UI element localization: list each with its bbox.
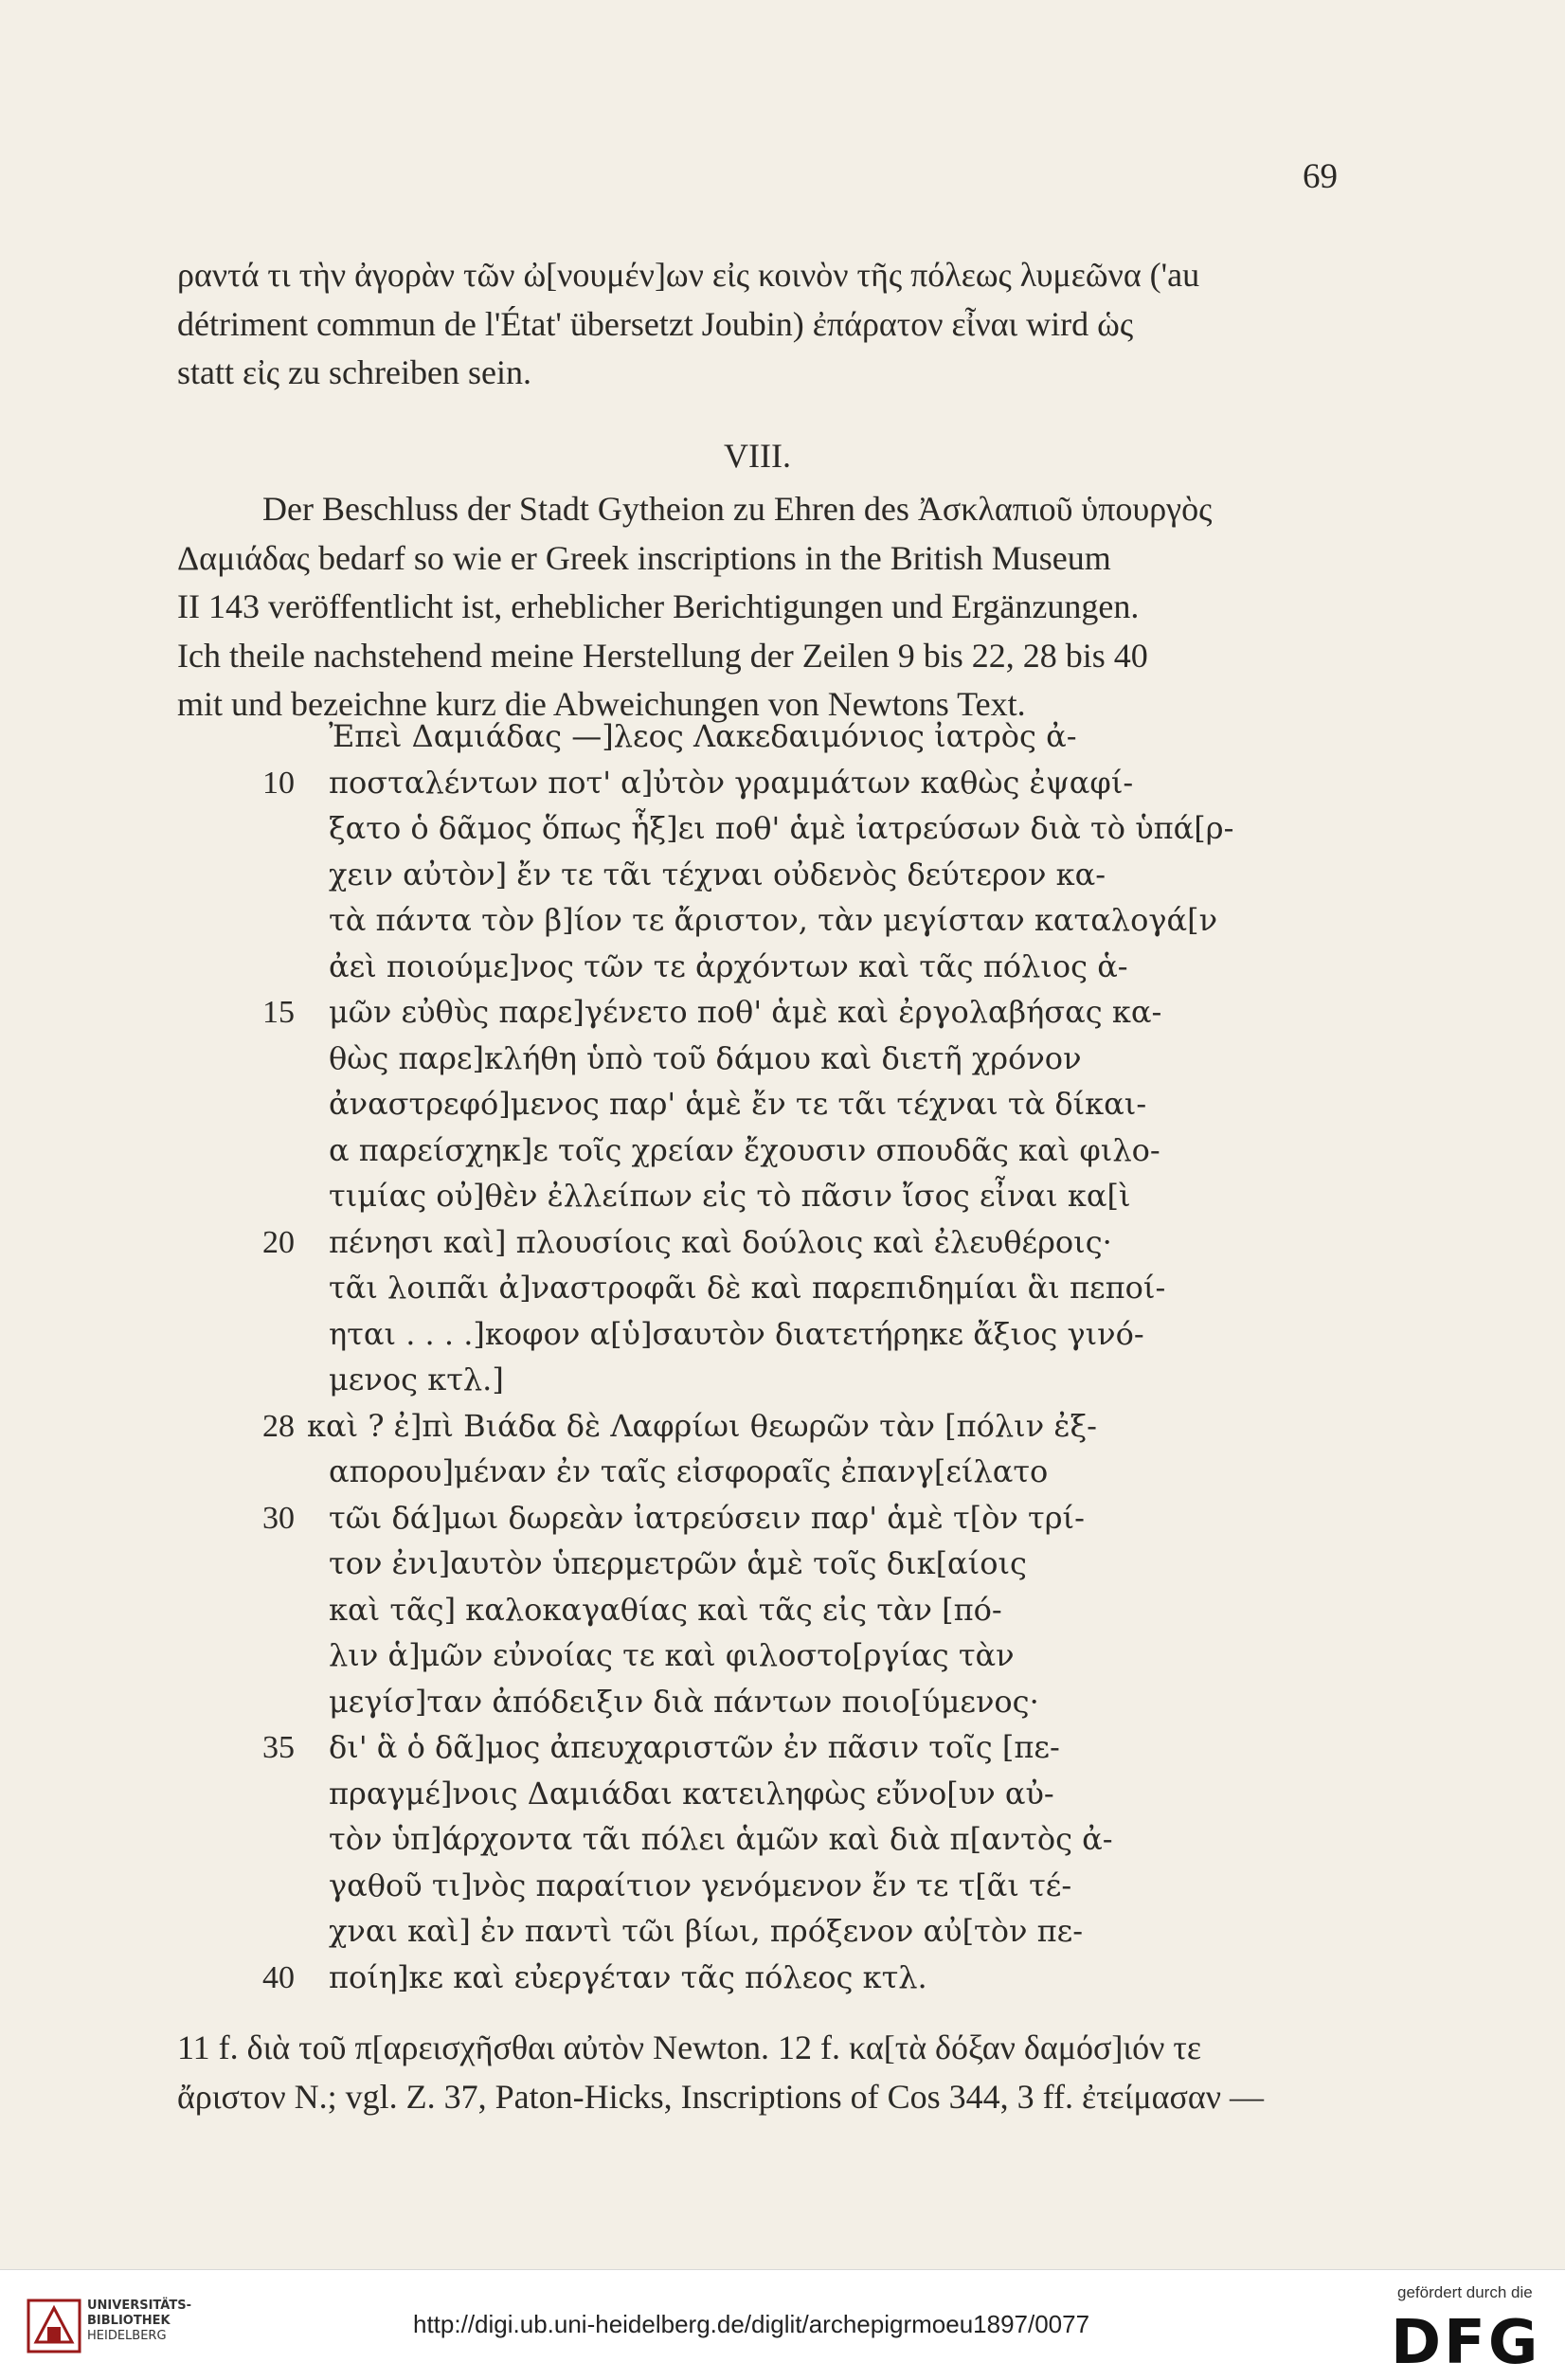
inscription-line-text: τὸν ὑπ]άρχοντα τᾶι πόλει ἁμῶν καὶ διὰ π[αντὸς ἀ- (329, 1821, 1113, 1857)
footer-bar (0, 2269, 1565, 2380)
footnote-line: ἄριστον N.; vgl. Z. 37, Paton-Hicks, Inscriptions of Cos 344, 3 ff. ἐτείμασαν — (177, 2078, 1265, 2116)
text-line: Der Beschluss der Stadt Gytheion zu Ehren des Ἀσκλαπιοῦ ὑπουργὸς (262, 490, 1213, 528)
inscription-line (177, 1586, 1338, 1634)
text-line: détriment commun de l'État' übersetzt Joubin) ἐπάρατον εἶναι wird ὡς (177, 304, 1134, 343)
inscription-line (177, 1310, 1338, 1359)
line-number: 20 (262, 1224, 295, 1260)
line-number: 10 (262, 765, 295, 801)
inscription-line-text: πένησι καὶ] πλουσίοις καὶ δούλοις καὶ ἐλευθέροις· (329, 1223, 1112, 1260)
inscription-line (177, 1540, 1338, 1588)
inscription-line-text: χειν αὐτὸν] ἔν τε τᾶι τέχναι οὐδενὸς δεύτερον κα- (329, 856, 1106, 892)
inscription-line-text: ἀεὶ ποιούμε]νος τῶν τε ἀρχόντων καὶ τᾶς πόλιος ἁ- (329, 947, 1128, 984)
inscription-line (177, 1218, 1338, 1267)
inscription-line (177, 1264, 1338, 1312)
section-paragraph (177, 485, 1338, 730)
inscription-line (177, 1402, 1338, 1451)
inscription-line-text: καὶ τᾶς] καλοκαγαθίας καὶ τᾶς εἰς τὰν [πό- (329, 1591, 1002, 1628)
text-line: ραντά τι τὴν ἀγορὰν τῶν ὠ[νουμέν]ων εἰς κοινὸν τῆς πόλεως λυμεῶνα ('au (177, 256, 1200, 294)
inscription-line (177, 712, 1338, 761)
inscription-line (177, 896, 1338, 945)
inscription-line (177, 1907, 1338, 1956)
line-number: 35 (262, 1730, 295, 1765)
institution-line: BIBLIOTHEK (87, 2314, 171, 2328)
inscription-line-text: λιν ἁ]μῶν εὐνοίας τε καὶ φιλοστο[ργίας τὰν (329, 1637, 1015, 1673)
inscription-line (177, 1862, 1338, 1910)
line-number: 40 (262, 1959, 295, 1995)
inscription-line (177, 1954, 1338, 2002)
inscription-line (177, 1035, 1338, 1083)
inscription-line-text: τιμίας οὐ]θὲν ἐλλείπων εἰς τὸ πᾶσιν ἴσος εἶναι κα[ὶ (329, 1178, 1131, 1214)
inscription-line (177, 1632, 1338, 1680)
inscription-line-text: πραγμέ]νοις Δαμιάδαι κατειληφὼς εὔνο[υν αὐ- (329, 1775, 1054, 1812)
inscription-line-text: μεγίσ]ταν ἀπόδειξιν διὰ πάντων ποιο[ύμενος· (329, 1683, 1039, 1720)
inscription-line (177, 1770, 1338, 1818)
university-seal-icon (27, 2299, 81, 2353)
inscription-line-text: ηται . . . .]κοφον α[ὑ]σαυτὸν διατετήρηκε ἄξιος γινό- (329, 1315, 1144, 1352)
inscription-line (177, 1448, 1338, 1496)
dfg-logo: DFG (1391, 2308, 1541, 2378)
inscription-line-text: τᾶι λοιπᾶι ἀ]ναστροφᾶι δὲ καὶ παρεπιδημίαι ἃι πεποί- (329, 1270, 1166, 1306)
inscription-line-text: καὶ ? ἐ]πὶ Βιάδα δὲ Λαφρίωι θεωρῶν τὰν [πόλιν ἐξ- (307, 1407, 1097, 1444)
inscription-line (177, 1678, 1338, 1726)
inscription-line-text: μῶν εὐθὺς παρε]γένετο ποθ' ἁμὲ καὶ ἐργολαβήσας κα- (329, 994, 1162, 1030)
inscription-line (177, 1080, 1338, 1128)
inscription-line (177, 1356, 1338, 1404)
inscription-line-text: ξατο ὁ δᾶμος ὅπως ἧξ]ει ποθ' ἁμὲ ἰατρεύσων διὰ τὸ ὑπά[ρ- (329, 810, 1234, 846)
inscription-line-text: ποσταλέντων ποτ' α]ὐτὸν γραμμάτων καθὼς ἐψαφί- (329, 764, 1134, 801)
funded-by-label: gefördert durch die (1397, 2283, 1533, 2301)
footnote-line: 11 f. διὰ τοῦ π[αρεισχῆσθαι αὐτὸν Newton. 12 f. κα[τὰ δόξαν δαμόσ]ιόν τε (177, 2028, 1201, 2066)
inscription-line-text: θὼς παρε]κλήθη ὑπὸ τοῦ δάμου καὶ διετῆ χρόνον (329, 1039, 1082, 1076)
page-number: 69 (1303, 157, 1338, 196)
line-number: 28 (262, 1408, 295, 1444)
inscription-line (177, 1815, 1338, 1864)
inscription-line-text: δι' ἃ ὁ δᾶ]μος ἀπευχαριστῶν ἐν πᾶσιν τοῖς [πε- (329, 1729, 1060, 1765)
inscription-line-text: α παρείσχηκ]ε τοῖς χρείαν ἔχουσιν σπουδᾶς καὶ φιλο- (329, 1131, 1160, 1168)
inscription-line-text: μενος κτλ.] (329, 1361, 504, 1397)
inscription-line-text: χναι καὶ] ἐν παντὶ τῶι βίωι, πρόξενον αὐ[τὸν πε- (329, 1913, 1084, 1949)
inscription-line (177, 1172, 1338, 1220)
inscription-line (177, 804, 1338, 853)
text-line: Ich theile nachstehend meine Herstellung der Zeilen 9 bis 22, 28 bis 40 (177, 636, 1148, 675)
text-line: mit und bezeichne kurz die Abweichungen von Newtons Text. (177, 685, 1026, 723)
section-heading: VIII. (724, 437, 791, 475)
permalink-url[interactable]: http://digi.ub.uni-heidelberg.de/diglit/archepigrmoeu1897/0077 (413, 2310, 1090, 2338)
institution-line: HEIDELBERG (87, 2329, 167, 2343)
inscription-line-text: ἀναστρεφό]μενος παρ' ἁμὲ ἔν τε τᾶι τέχναι τὰ δίκαι- (329, 1086, 1147, 1122)
inscription-line-text: τὰ πάντα τὸν β]ίον τε ἄριστον, τὰν μεγίσταν καταλογά[ν (329, 902, 1218, 938)
inscription-line-text: ποίη]κε καὶ εὐεργέταν τᾶς πόλεος κτλ. (329, 1958, 927, 1995)
inscription-line-text: απορου]μέναν ἐν ταῖς εἰσφοραῖς ἐπανγ[είλατο (329, 1453, 1049, 1489)
text-line: statt εἰς zu schreiben sein. (177, 353, 531, 391)
inscription-line-text: γαθοῦ τι]νὸς παραίτιον γενόμενον ἔν τε τ[ᾶι τέ- (329, 1866, 1072, 1903)
inscription-line-text: τῶι δά]μωι δωρεὰν ἰατρεύσειν παρ' ἁμὲ τ[ὸν τρί- (329, 1499, 1085, 1536)
intro-paragraph (177, 251, 1338, 398)
footnotes (177, 2023, 1338, 2121)
inscription-line (177, 988, 1338, 1037)
line-number: 15 (262, 995, 295, 1030)
inscription-line (177, 1723, 1338, 1772)
inscription-line (177, 1494, 1338, 1542)
line-number: 30 (262, 1500, 295, 1536)
text-line: Δαμιάδας bedarf so wie er Greek inscriptions in the British Museum (177, 538, 1111, 577)
institution-name (87, 2299, 191, 2344)
inscription-line (177, 851, 1338, 899)
inscription-line (177, 943, 1338, 991)
inscription-line-text: τον ἐνι]αυτὸν ὑπερμετρῶν ἁμὲ τοῖς δικ[αίοις (329, 1545, 1027, 1581)
inscription-line (177, 759, 1338, 807)
institution-line: UNIVERSITÄTS- (87, 2299, 191, 2313)
text-line: II 143 veröffentlicht ist, erheblicher Berichtigungen und Ergänzungen. (177, 587, 1140, 625)
inscription-line (177, 1127, 1338, 1175)
inscription-line-text: Ἐπεὶ Δαμιάδας —]λεος Λακεδαιμόνιος ἰατρὸς ἀ- (329, 718, 1077, 754)
